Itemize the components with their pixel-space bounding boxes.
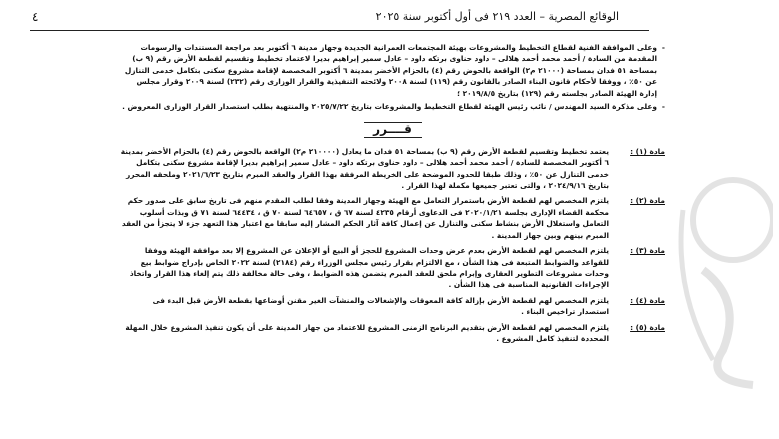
article-text: يلتزم المخصص لهم لقطعة الأرض بإزالة كافة المعوقات والإشغالات والمنشآت الغير مقنن أوضاعها بقطعة الأرض قبل البدء فى استصدار تراخيص البناء . — [152, 295, 609, 317]
article-label: مادة (٥) : — [630, 322, 665, 332]
decree-title: قــــرر — [364, 122, 422, 137]
watermark-emblem — [663, 150, 773, 390]
article-4 — [120, 295, 665, 318]
article-label: مادة (٢) : — [630, 196, 665, 206]
preamble-paragraph-1: - وعلى الموافقة الفنية لقطاع التخطيط والمشروعات بهيئة المجتمعات العمرانية الجديدة وجهاز مدينة ٦ أكتوبر بعد مراجعة المستندات والرسومات المقدمة من السادة / أحمد محمد أحمد هلالى – داود حناوى برتكه داود – عادل سمير إبراهيم بديرا لاعتماد تخطيط وتقسيم لقطعة الأرض رقم (٩ ب) بمساحة ٥١ فدان بمساحة (٢١٠٠٠ م٢) الواقعة بالحوض رقم (٤) بالحزام الأخضر بمدينة ٦ أكتوبر المخصصة لإقامة مشروع سكنى بتكامل خدمى التنازل عن ٥٠٪ ، ووفقا لأحكام قانون البناء الصادر بالقانون رقم (١١٩) لسنة ٢٠٠٨ ولائحته التنفيذية والقرار الوزارى رقم (٢٣٢) لسنة ٢٠٠٩ وقرار مجلس إدارة الهيئة الصادر بجلسته رقم (١٢٩) بتاريخ ٢٠١٩/٨/٥ ؛ — [120, 42, 665, 99]
article-label: مادة (١) : — [630, 146, 665, 156]
article-2 — [120, 195, 665, 241]
article-5 — [120, 322, 665, 345]
article-text: يعتمد تخطيط وتقسيم لقطعة الأرض رقم (٩ ب) بمساحة ٥١ فدان ما يعادل (٢١٠٠٠٠ م٢) الواقعة بالحوض رقم (٤) بالحزام الأخضر بمدينة ٦ أكتوبر المخصصة للسادة / أحمد محمد أحمد هلالى – داود حناوى برتكه داود – عادل سمير إبراهيم بديرا لإقامة مشروع سكنى بتكامل خدمى التنازل عن ٥٠٪ ، وذلك طبقا للحدود الموضحة على الخريطة المرفقة بهذا القرار والعقد المبرم بتاريخ ٢٠٢١/٦/٢٣ وملحقه المحرر بتاريخ ٢٠٢٤/٩/١٦ ، والتى تعتبر جميعها مكملة لهذا القرار . — [120, 146, 609, 191]
article-1 — [120, 146, 665, 192]
preamble-paragraph-2: - وعلى مذكرة السيد المهندس / نائب رئيس الهيئة لقطاع التخطيط والمشروعات بتاريخ ٢٠٢٥/٧/٢٢ والمنتهية بطلب استصدار القرار الوزارى المعروض . — [120, 101, 665, 112]
article-text: يلتزم المخصص لهم لقطعة الأرض بتقديم البرنامج الزمنى المشروع للاعتماد من جهاز المدينة على أن يكون تنفيذ المشروع خلال المهلة المحددة لتنفيذ كامل المشروع . — [125, 322, 609, 343]
article-text: يلتزم المخصص لهم لقطعة الأرض باستمرار التعامل مع الهيئة وجهاز المدينة وفقا لطلب المقدم منهم فى تاريخ سابق على صدور حكم محكمة القضاء الإدارى بجلسة ٢٠٢٠/١/٢١ فى الدعاوى أرقام ٤٢٣٥ لسنة ٦٧ ق ، ٦٤٦٥٧ لسنة ٧٠ ق ، ٦٤٤٣٤ لسنة ٧١ ق وبذات أسلوب التعامل واستغلال الأرض بنشاط سكنى والتنازل عن إعمال كافة آثار الحكم المشار إليه سابقا مع اعتبار هذا التعهد جزء لا يتجزأ من العقد المبرم بينهم وبين جهاز المدينة . — [121, 196, 609, 240]
gazette-issue-line: الوقائع المصرية – العدد ٢١٩ فى أول أكتوبر سنة ٢٠٢٥ — [375, 10, 619, 23]
article-3 — [120, 245, 665, 291]
page-number: ٤ — [32, 10, 39, 24]
article-text: يلتزم المخصص لهم لقطعة الأرض بعدم عرض وحدات المشروع للحجز أو البيع أو الإعلان عن المشروع إلا بعد موافقة الهيئة ووفقا للقواعد والضوابط المتبعة فى هذا الشأن ، مع الالتزام بقرار رئيس مجلس الوزراء رقم (٢١٨٤) لسنة ٢٠٢٢ الخاص بإدراج ضوابط بيع وحدات مشروعات التطوير العقارى وإبرام ملحق للعقد المبرم يتضمن هذه الضوابط ، وفى حالة مخالفة ذلك يتم إلغاء هذا القرار واتخاذ الإجراءات القانونية المناسبة فى هذا الشأن . — [129, 246, 609, 290]
page-header — [20, 8, 759, 30]
article-label: مادة (٣) : — [630, 246, 665, 256]
document-body — [120, 42, 665, 348]
article-label: مادة (٤) : — [630, 295, 665, 305]
header-divider — [30, 30, 649, 31]
